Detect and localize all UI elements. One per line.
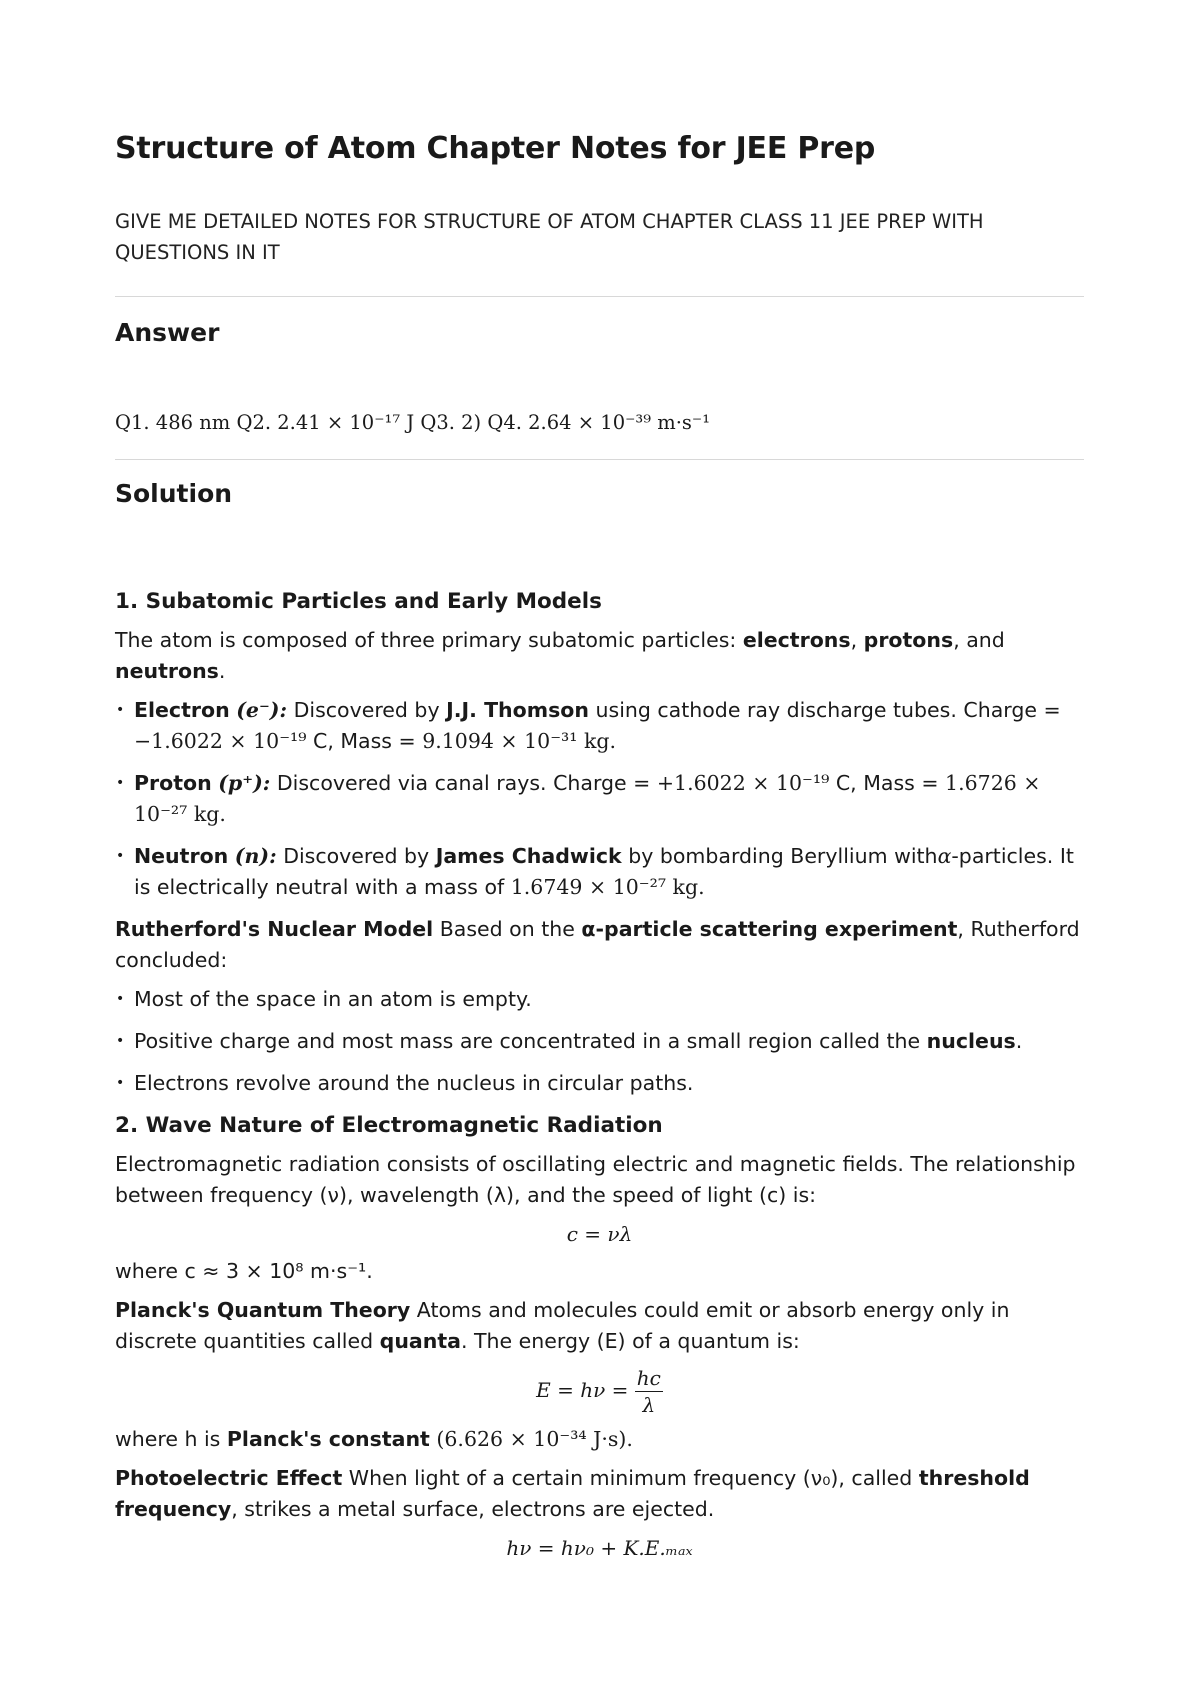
paragraph: Electromagnetic radiation consists of oscillating electric and magnetic fields. The relationship between frequency (ν), wavelength (λ), and the speed of light (c) is: xyxy=(115,1152,1076,1207)
math-value: +1.6022 × 10⁻¹⁹ xyxy=(656,771,830,795)
text: The atom is composed of three primary subatomic particles: xyxy=(115,628,737,652)
text: -particles. It is electrically neutral with a mass of xyxy=(134,844,1074,899)
bold-term: J.J. Thomson xyxy=(446,698,589,722)
list-item xyxy=(134,841,1084,903)
text: , Rutherford concluded: xyxy=(115,917,1080,972)
text: Discovered by xyxy=(293,698,440,722)
paragraph xyxy=(115,1424,1084,1455)
equation-part: E = hν = xyxy=(536,1378,629,1402)
math-value: 1.6726 × 10⁻²⁷ kg. xyxy=(134,771,1041,826)
math-value: 1.6749 × 10⁻²⁷ kg. xyxy=(510,875,705,899)
divider xyxy=(115,296,1084,297)
math-symbol: (n): xyxy=(234,844,277,868)
text: Positive charge and most mass are concentrated in a small region called the xyxy=(134,1029,921,1053)
bold-term: Planck's Quantum Theory xyxy=(115,1298,411,1322)
text: where h is xyxy=(115,1427,221,1451)
text: C, Mass = xyxy=(835,771,939,795)
bold-term: electrons xyxy=(742,628,851,652)
text: When light of a certain minimum frequency (ν₀), called xyxy=(348,1466,913,1490)
divider xyxy=(115,459,1084,460)
fraction xyxy=(635,1365,663,1418)
math-value: −1.6022 × 10⁻¹⁹ xyxy=(134,729,307,753)
text: Based on the xyxy=(439,917,575,941)
solution-heading: Solution xyxy=(115,479,233,508)
bold-term: quanta xyxy=(379,1329,461,1353)
text: Discovered by xyxy=(283,844,430,868)
bold-term: James Chadwick xyxy=(435,844,622,868)
bold-term: Proton xyxy=(134,771,212,795)
answer-line: Q1. 486 nm Q2. 2.41 × 10⁻¹⁷ J Q3. 2) Q4. 2.64 × 10⁻³⁹ m·s⁻¹ xyxy=(115,411,711,434)
fraction-numerator: hc xyxy=(636,1366,661,1390)
bold-term: Neutron xyxy=(134,844,229,868)
section-heading: 1. Subatomic Particles and Early Models xyxy=(115,589,602,614)
math-value: 9.1094 × 10⁻³¹ kg. xyxy=(422,729,617,753)
solution-body xyxy=(115,586,1084,1570)
page-title: Structure of Atom Chapter Notes for JEE Prep xyxy=(115,131,876,166)
list-item: • Most of the space in an atom is empty. xyxy=(134,984,1084,1015)
math-symbol: (e⁻): xyxy=(236,698,288,722)
rutherford-list xyxy=(115,984,1084,1099)
text: by bombarding Beryllium with xyxy=(628,844,938,868)
text: Discovered via canal rays. Charge = xyxy=(276,771,651,795)
answer-heading: Answer xyxy=(115,318,220,347)
paragraph xyxy=(115,1463,1084,1525)
bold-term: protons xyxy=(863,628,954,652)
bold-term: Electron xyxy=(134,698,230,722)
fraction-denominator: λ xyxy=(642,1393,656,1417)
paragraph xyxy=(115,1295,1084,1357)
math-value: (6.626 × 10⁻³⁴ J·s). xyxy=(436,1427,633,1451)
paragraph: The atom is composed of three primary subatomic particles: electrons, protons, and neutrons. xyxy=(115,628,1005,683)
bold-term: Planck's constant xyxy=(226,1427,430,1451)
text: using cathode ray discharge tubes. Charge = xyxy=(595,698,1061,722)
bold-term: Photoelectric Effect xyxy=(115,1466,343,1490)
list-item xyxy=(134,768,1084,830)
math-symbol: (p⁺): xyxy=(218,771,271,795)
text: , strikes a metal surface, electrons are ejected. xyxy=(231,1497,715,1521)
list-item xyxy=(134,695,1084,757)
paragraph xyxy=(115,914,1084,976)
bold-term: nucleus xyxy=(926,1029,1016,1053)
list-item: • Positive charge and most mass are concentrated in a small region called the nucleus. xyxy=(134,1026,1084,1057)
bold-term: neutrons xyxy=(115,659,219,683)
bold-term: α-particle scattering experiment xyxy=(581,917,958,941)
paragraph: where c ≈ 3 × 10⁸ m·s⁻¹. xyxy=(115,1259,373,1283)
bold-term: Rutherford's Nuclear Model xyxy=(115,917,434,941)
text: . The energy (E) of a quantum is: xyxy=(460,1329,800,1353)
equation xyxy=(115,1365,1084,1418)
equation: c = νλ xyxy=(566,1222,633,1246)
question-text: GIVE ME DETAILED NOTES FOR STRUCTURE OF ATOM CHAPTER CLASS 11 JEE PREP WITH QUESTIONS IN IT xyxy=(115,210,984,264)
list-item: • Electrons revolve around the nucleus in circular paths. xyxy=(134,1068,1084,1099)
text: Atoms and molecules could emit or absorb energy only in discrete quantities called xyxy=(115,1298,1010,1353)
bold-term: threshold frequency xyxy=(115,1466,1030,1521)
particle-list xyxy=(115,695,1084,903)
math-symbol: α xyxy=(937,844,952,868)
section-heading: 2. Wave Nature of Electromagnetic Radiation xyxy=(115,1113,663,1138)
text: C, Mass = xyxy=(313,729,416,753)
equation: hν = hν₀ + K.E.ₘₐₓ xyxy=(506,1536,693,1560)
